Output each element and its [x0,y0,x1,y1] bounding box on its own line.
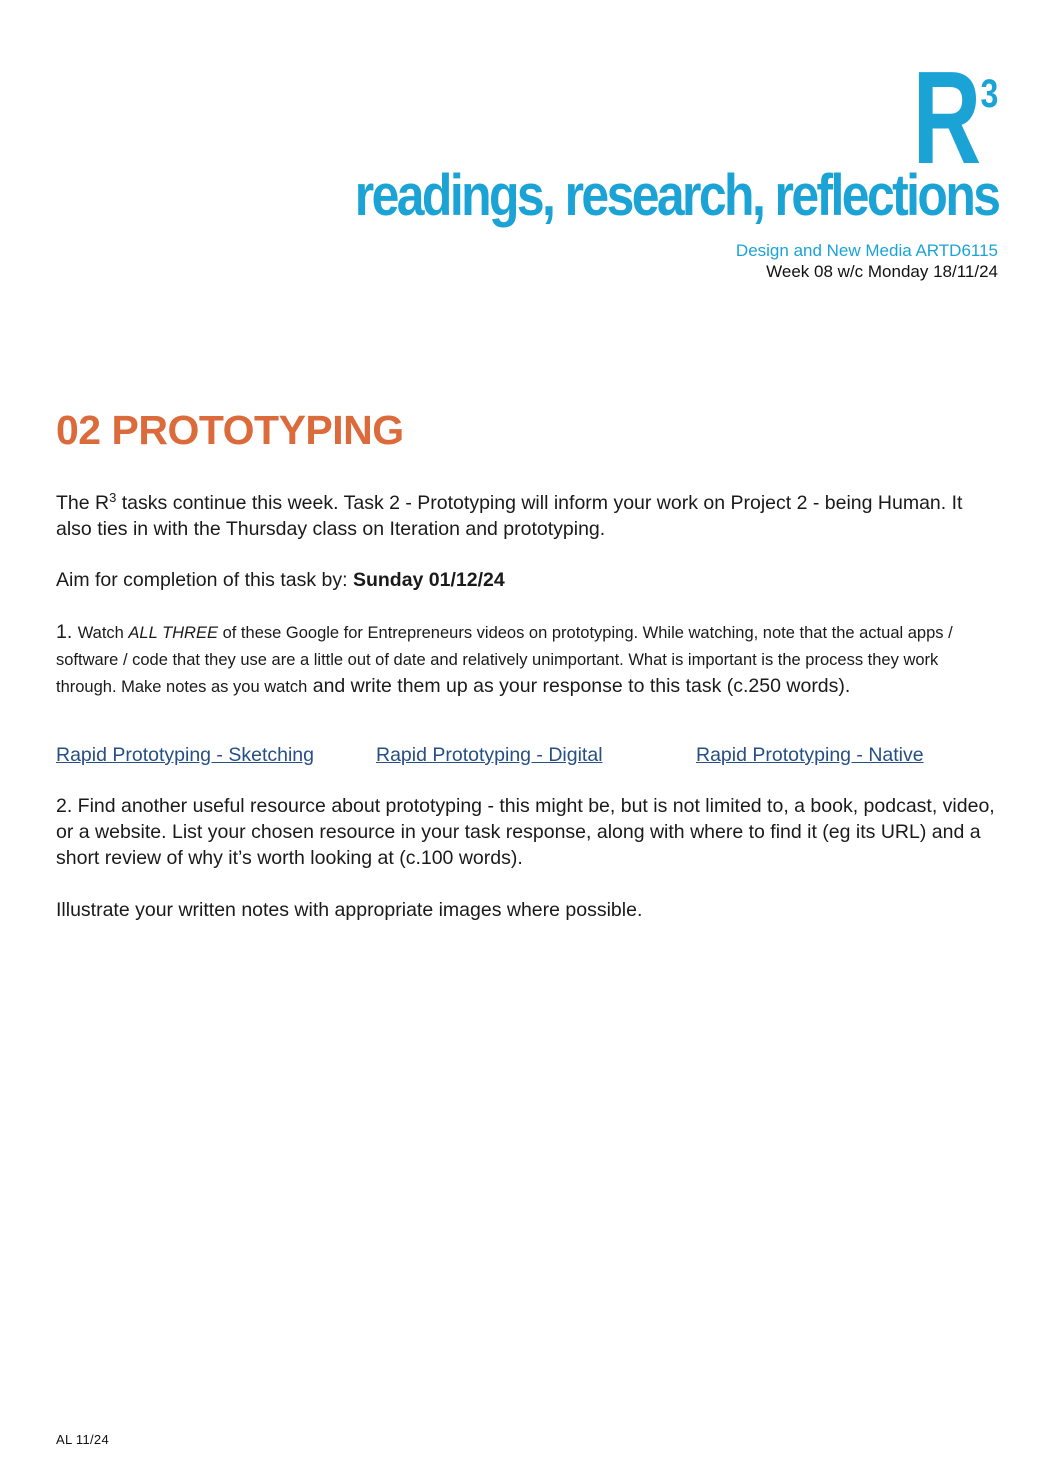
logo-r-letter: R [912,44,978,191]
step1-emphasis: ALL THREE [128,624,218,642]
aim-date: Sunday 01/12/24 [352,569,505,591]
course-name: Design and New Media ARTD6115 [735,241,998,260]
step1-small-text: of these Google for Entrepreneurs videos on prototyping. While watching, note that the actual apps / software / code that they use are a little out of date and relatively unimportant. What is important is the process they work through. Make notes as you watch [56,624,953,696]
step1-number: 1. [56,621,78,643]
intro-text-before: The R [56,492,110,514]
link-digital[interactable]: Rapid Prototyping - Digital [376,744,603,766]
link-sketching[interactable]: Rapid Prototyping - Sketching [56,744,314,766]
page-title: 02 PROTOTYPING [56,407,404,453]
aim-paragraph [56,567,996,593]
step2-paragraph: 2. Find another useful resource about prototyping - this might be, but is not limited to, a book, podcast, video, or a website. List your chosen resource in your task response, along with where to find it (eg its URL) and a short review of why it’s worth looking at (c.100 words). [56,795,995,869]
logo-superscript: 3 [980,72,998,116]
intro-paragraph [56,490,996,542]
step1-rest: and write them up as your response to this task (c.250 words). [307,675,851,697]
video-links [56,742,996,770]
logo-tagline: readings, research, reflections [354,163,998,228]
week-date: Week 08 w/c Monday 18/11/24 [766,262,998,281]
step1-paragraph [56,619,996,700]
illustrate-paragraph: Illustrate your written notes with appropriate images where possible. [56,899,643,921]
step1-watch: Watch [77,624,129,642]
link-native[interactable]: Rapid Prototyping - Native [696,744,924,766]
intro-text-after: tasks continue this week. Task 2 - Prototyping will inform your work on Project 2 - being Human. It also ties in with the Thursday class on Iteration and prototyping. [56,492,963,540]
intro-superscript: 3 [109,490,117,505]
footer-initials: AL 11/24 [56,1432,109,1447]
aim-prefix: Aim for completion of this task by: [56,569,353,591]
